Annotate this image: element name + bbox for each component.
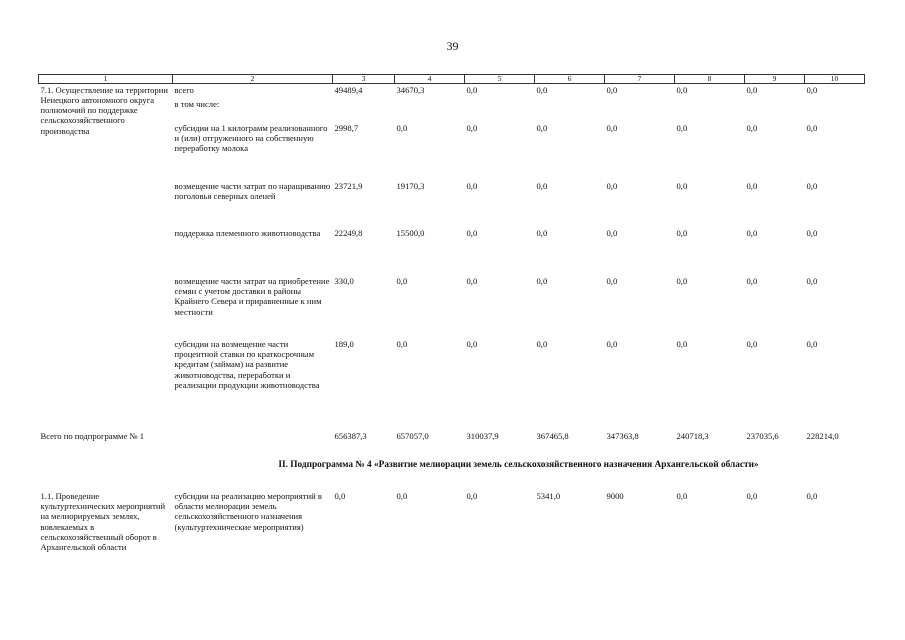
column-number: 6 xyxy=(535,75,605,84)
measure-title: 1.1. Проведение культуртехнических мероприятий на мелиорируемых землях, вовлекаемых в сельскохозяйственный оборот в Архангельской области xyxy=(40,491,166,552)
row-label: возмещение части затрат на приобретение семян с учетом доставки в районы Крайнего Севера и приравненные к ним местности xyxy=(174,276,330,317)
value-cell: 0,0 xyxy=(536,123,548,134)
row-label: субсидии на 1 килограмм реализованного и (или) отгруженного на собственную переработку молока xyxy=(174,123,328,154)
row-label: поддержка племенного животноводства xyxy=(174,228,321,239)
column-number: 3 xyxy=(333,75,395,84)
value-cell: 0,0 xyxy=(536,339,548,350)
total-value: 657057,0 xyxy=(396,431,429,442)
value-cell: 0,0 xyxy=(466,228,478,239)
value-cell: 0,0 xyxy=(806,85,818,95)
value-cell: 0,0 xyxy=(466,85,478,95)
value-cell: 0,0 xyxy=(746,339,758,350)
column-number: 2 xyxy=(173,75,333,84)
value-cell: 23721,9 xyxy=(334,181,363,192)
value-cell: 0,0 xyxy=(466,123,478,134)
value-cell: 19170,3 xyxy=(396,181,425,192)
value-cell: 0,0 xyxy=(396,276,408,287)
budget-table xyxy=(38,74,865,552)
row-label: возмещение части затрат по наращиванию поголовья северных оленей xyxy=(174,181,331,202)
value-cell: 189,0 xyxy=(334,339,354,350)
value-cell: 2998,7 xyxy=(334,123,359,134)
value-cell: 0,0 xyxy=(606,123,618,134)
total-value: 237035,6 xyxy=(746,431,779,442)
value-cell: 0,0 xyxy=(676,228,688,239)
value-cell: 0,0 xyxy=(466,491,478,502)
value-cell: 0,0 xyxy=(746,123,758,134)
value-cell: 0,0 xyxy=(466,339,478,350)
value-cell: 9000 xyxy=(606,491,624,502)
value-cell: 0,0 xyxy=(606,276,618,287)
column-number: 9 xyxy=(745,75,805,84)
total-value: 367465,8 xyxy=(536,431,569,442)
value-cell: 0,0 xyxy=(676,85,688,95)
value-cell: 0,0 xyxy=(746,491,758,502)
value-cell: 0,0 xyxy=(746,228,758,239)
value-cell: 0,0 xyxy=(746,85,758,95)
value-cell: 0,0 xyxy=(396,491,408,502)
value-cell: 0,0 xyxy=(536,228,548,239)
value-cell: 0,0 xyxy=(536,276,548,287)
value-cell: 0,0 xyxy=(676,491,688,502)
value-cell: 330,0 xyxy=(334,276,354,287)
value-cell: 22249,8 xyxy=(334,228,363,239)
column-number: 10 xyxy=(805,75,865,84)
value-cell: 34670,3 xyxy=(396,85,425,95)
value-cell: 0,0 xyxy=(606,181,618,192)
value-cell: 0,0 xyxy=(806,228,818,239)
total-value: 656387,3 xyxy=(334,431,367,442)
column-number: 4 xyxy=(395,75,465,84)
value-cell: 5341,0 xyxy=(536,491,561,502)
table-row xyxy=(39,484,865,552)
value-cell: 0,0 xyxy=(536,85,548,95)
value-cell: 0,0 xyxy=(606,228,618,239)
value-cell: 0,0 xyxy=(606,85,618,95)
value-cell: 0,0 xyxy=(606,339,618,350)
total-value: 228214,0 xyxy=(806,431,839,442)
value-cell: 0,0 xyxy=(806,276,818,287)
value-cell: 0,0 xyxy=(806,181,818,192)
section-heading: II. Подпрограмма № 4 «Развитие мелиорации земель сельскохозяйственного назначения Архангельской области» xyxy=(278,460,759,471)
value-cell: 0,0 xyxy=(676,276,688,287)
column-number: 1 xyxy=(39,75,173,84)
row-label: всего xyxy=(174,85,194,95)
column-number-row xyxy=(39,75,865,84)
section-heading-row xyxy=(39,449,865,484)
total-value: 347363,8 xyxy=(606,431,639,442)
value-cell: 0,0 xyxy=(746,181,758,192)
value-cell: 0,0 xyxy=(396,123,408,134)
table-row xyxy=(39,84,865,96)
value-cell: 15500,0 xyxy=(396,228,425,239)
column-number: 8 xyxy=(675,75,745,84)
value-cell: 0,0 xyxy=(396,339,408,350)
value-cell: 0,0 xyxy=(806,339,818,350)
row-label: субсидии на возмещение части процентной ставки по краткосрочным кредитам (займам) на развитие животноводства, переработки и реализации продукции животноводства xyxy=(174,339,320,390)
value-cell: 0,0 xyxy=(466,181,478,192)
value-cell: 0,0 xyxy=(676,339,688,350)
value-cell: 0,0 xyxy=(676,123,688,134)
row-label: в том числе: xyxy=(174,99,220,110)
column-number: 5 xyxy=(465,75,535,84)
total-value: 310037,9 xyxy=(466,431,499,442)
column-number: 7 xyxy=(605,75,675,84)
total-value: 240718,3 xyxy=(676,431,709,442)
row-label: субсидии на реализацию мероприятий в области мелиорации земель сельскохозяйственного назначения (культуртехнические мероприятия) xyxy=(174,491,322,532)
total-row xyxy=(39,427,865,449)
page-number: 39 xyxy=(446,39,459,53)
value-cell: 0,0 xyxy=(334,491,346,502)
value-cell: 0,0 xyxy=(466,276,478,287)
value-cell: 0,0 xyxy=(746,276,758,287)
measure-title: 7.1. Осуществление на территории Ненецкого автономного округа полномочий по поддержке сельскохозяйственного производства xyxy=(40,85,168,136)
value-cell: 49489,4 xyxy=(334,85,363,95)
value-cell: 0,0 xyxy=(676,181,688,192)
value-cell: 0,0 xyxy=(536,181,548,192)
total-label: Всего по подпрограмме № 1 xyxy=(40,431,145,442)
value-cell: 0,0 xyxy=(806,123,818,134)
value-cell: 0,0 xyxy=(806,491,818,502)
